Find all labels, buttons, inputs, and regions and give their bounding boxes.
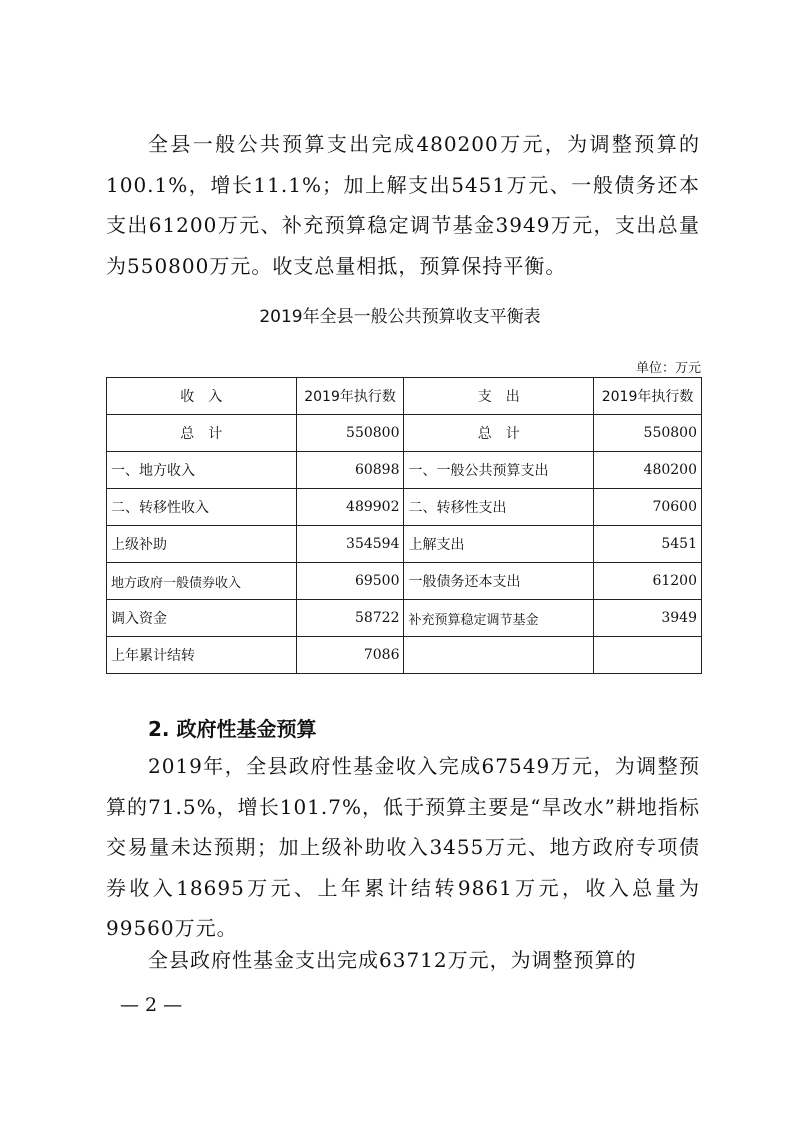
paragraph-general-budget-expenditure: 全县一般公共预算支出完成480200万元，为调整预算的100.1%，增长11.1%；加上解支出5451万元、一般债务还本支出61200万元、补充预算稳定调节基金3949万元，支出总量为550800万元。收支总量相抵，预算保持平衡。 — [106, 132, 700, 278]
expense-value: 550800 — [594, 415, 702, 452]
section-heading-government-fund: 2. 政府性基金预算 — [148, 717, 317, 741]
table-row — [107, 489, 702, 526]
income-label: 总 计 — [107, 415, 297, 452]
table-row — [107, 600, 702, 637]
income-value: 550800 — [296, 415, 404, 452]
income-label: 上年累计结转 — [107, 637, 297, 674]
income-label: 上级补助 — [107, 526, 297, 563]
table-row — [107, 526, 702, 563]
table-row — [107, 452, 702, 489]
expense-label: 一、一般公共预算支出 — [404, 452, 594, 489]
income-value: 354594 — [296, 526, 404, 563]
income-value: 58722 — [296, 600, 404, 637]
income-label: 一、地方收入 — [107, 452, 297, 489]
budget-balance-table — [106, 377, 702, 674]
income-label: 二、转移性收入 — [107, 489, 297, 526]
paragraph-government-fund-expenditure: 全县政府性基金支出完成63712万元，为调整预算的 — [148, 948, 637, 972]
page-number: — 2 — — [120, 994, 183, 1016]
table-header-row — [107, 378, 702, 415]
paragraph-government-fund-revenue: 2019年，全县政府性基金收入完成67549万元，为调整预算的71.5%，增长101.7%，低于预算主要是“旱改水”耕地指标交易量未达预期；加上级补助收入3455万元、地方政府专项债券收入18695万元、上年累计结转9861万元，收入总量为99560万元。 — [106, 754, 700, 940]
income-value: 60898 — [296, 452, 404, 489]
header-income-value: 2019年执行数 — [296, 378, 404, 415]
expense-value: 70600 — [594, 489, 702, 526]
table-unit: 单位：万元 — [635, 361, 701, 376]
expense-value: 5451 — [594, 526, 702, 563]
income-label: 地方政府一般债券收入 — [107, 563, 297, 600]
expense-label: 一般债务还本支出 — [404, 563, 594, 600]
expense-value — [594, 637, 702, 674]
expense-label — [404, 637, 594, 674]
income-value: 69500 — [296, 563, 404, 600]
income-value: 7086 — [296, 637, 404, 674]
expense-label: 总 计 — [404, 415, 594, 452]
table-row — [107, 563, 702, 600]
table-title: 2019年全县一般公共预算收支平衡表 — [259, 307, 541, 327]
expense-value: 480200 — [594, 452, 702, 489]
table-row — [107, 415, 702, 452]
header-income: 收 入 — [107, 378, 297, 415]
expense-value: 3949 — [594, 600, 702, 637]
income-value: 489902 — [296, 489, 404, 526]
table-row — [107, 637, 702, 674]
expense-label: 补充预算稳定调节基金 — [404, 600, 594, 637]
expense-label: 二、转移性支出 — [404, 489, 594, 526]
expense-label: 上解支出 — [404, 526, 594, 563]
header-expense: 支 出 — [404, 378, 594, 415]
header-expense-value: 2019年执行数 — [594, 378, 702, 415]
expense-value: 61200 — [594, 563, 702, 600]
income-label: 调入资金 — [107, 600, 297, 637]
